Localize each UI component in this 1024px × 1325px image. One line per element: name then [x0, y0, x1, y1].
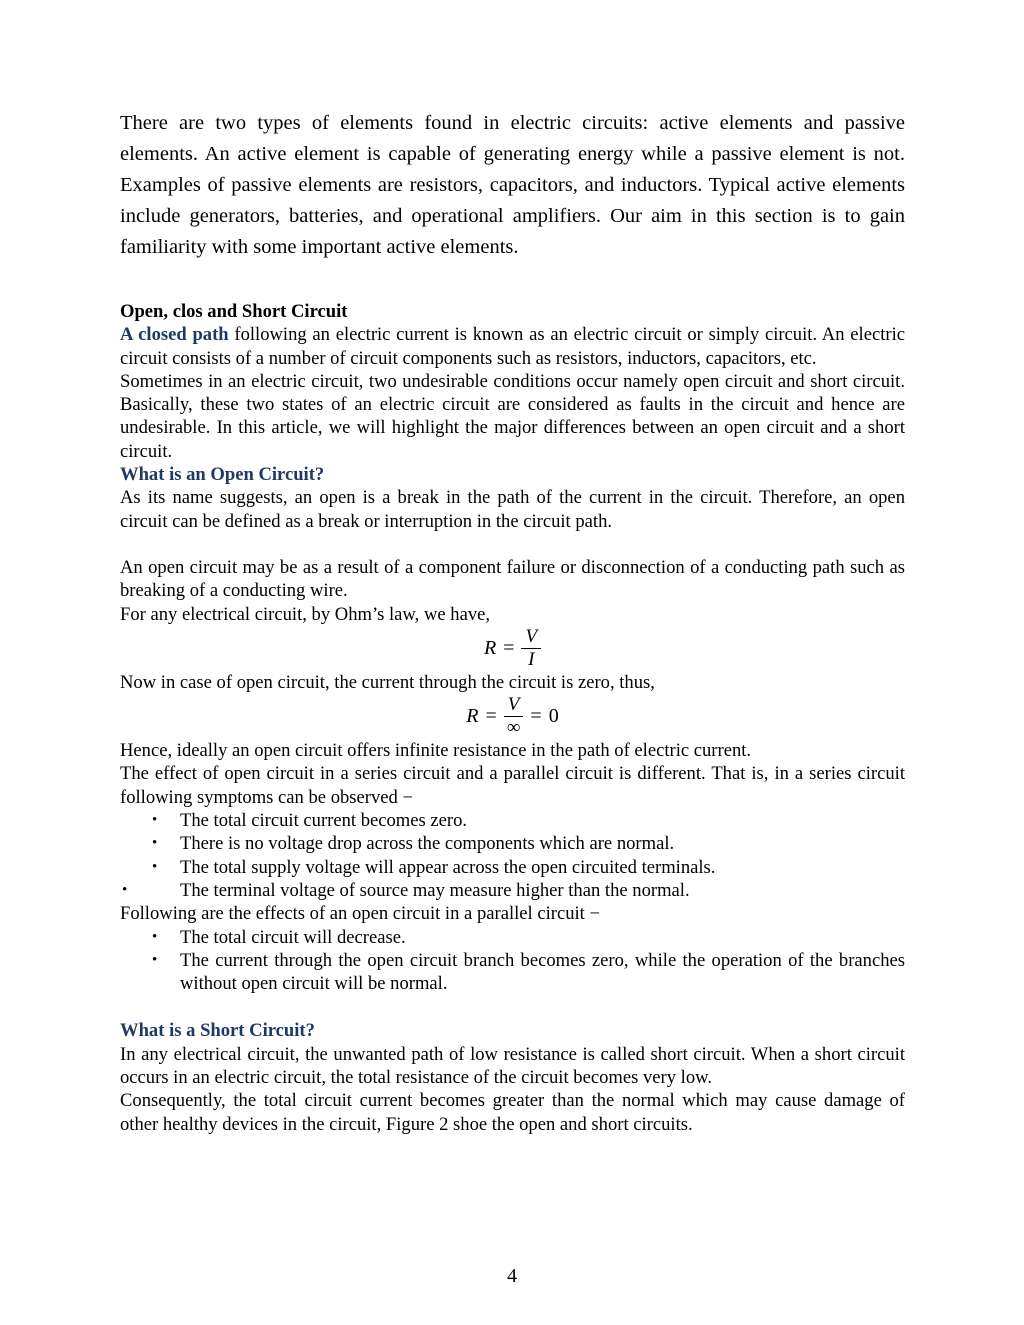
open-circuit-heading: What is an Open Circuit? — [120, 464, 325, 486]
formula2-result: 0 — [548, 705, 559, 727]
section-heading-open-clos-short: Open, clos and Short Circuit — [120, 301, 348, 322]
formula1-variable: R — [483, 636, 497, 659]
closed-path-text-run: following an electric current is known as an electric circuit or simply circuit. An electric circuit consists of a number of circuit components such as resistors, inductors, capacitors, etc. — [120, 324, 905, 369]
bullet-icon: • — [152, 812, 158, 829]
formula1-equals: = — [503, 636, 515, 659]
zero-current-line: Now in case of open circuit, the current through the circuit is zero, thus, — [120, 671, 655, 693]
bullet-icon: • — [152, 951, 158, 968]
formula2-variable: R — [466, 705, 479, 727]
parallel-bullet-1 — [120, 926, 905, 949]
formula2-equals: = — [485, 705, 497, 727]
formula2-fraction — [504, 695, 524, 738]
parallel-bullet-2 — [120, 949, 905, 996]
short-circuit-consequence-paragraph: Consequently, the total circuit current becomes greater than the normal which may cause damage of other healthy devices in the circuit, Figure 2 shoe the open and short circuits. — [120, 1090, 905, 1135]
series-bullet-3 — [120, 856, 905, 879]
closed-path-paragraph — [120, 323, 905, 370]
parallel-bullet-2-text: The current through the open circuit branch becomes zero, while the operation of the branches without open circuit will be normal. — [180, 949, 905, 995]
page-number: 4 — [507, 1265, 517, 1287]
closed-path-bold-run: A closed path — [120, 324, 229, 346]
formula1-numerator: V — [521, 627, 541, 649]
series-bullet-4 — [120, 879, 905, 902]
bullet-icon: • — [152, 928, 158, 945]
infinite-resistance-line: Hence, ideally an open circuit offers infinite resistance in the path of electric current. — [120, 740, 752, 762]
parallel-effects-intro-line: Following are the effects of an open circuit in a parallel circuit − — [120, 903, 600, 925]
formula-open-circuit-resistance — [120, 694, 905, 739]
formula2-denominator-infinity: ∞ — [506, 717, 521, 739]
series-bullet-2-text: There is no voltage drop across the components which are normal. — [180, 833, 675, 855]
series-bullet-3-text: The total supply voltage will appear across the open circuited terminals. — [180, 856, 716, 878]
series-bullet-1 — [120, 809, 905, 832]
series-bullet-4-text: The terminal voltage of source may measure higher than the normal. — [180, 879, 690, 901]
open-circuit-cause-paragraph: An open circuit may be as a result of a component failure or disconnection of a conducting path such as breaking of a conducting wire. — [120, 556, 905, 602]
short-circuit-definition-paragraph: In any electrical circuit, the unwanted path of low resistance is called short circuit. When a short circuit occurs in an electric circuit, the total resistance of the circuit becomes very low. — [120, 1043, 905, 1089]
series-bullet-2 — [120, 832, 905, 855]
bullet-icon: • — [152, 835, 158, 852]
intro-paragraph: There are two types of elements found in electric circuits: active elements and passive elements. An active element is capable of generating energy while a passive element is not. Examples of passive elements are resistors, capacitors, and inductors. Typical active elements include generators, batteries, and operational amplifiers. Our aim in this section is to gain familiarity with some important active elements. — [120, 112, 905, 258]
short-circuit-heading: What is a Short Circuit? — [120, 1020, 315, 1042]
formula2-numerator: V — [504, 695, 524, 717]
open-circuit-definition-paragraph: As its name suggests, an open is a break in the path of the current in the circuit. Therefore, an open circuit can be defined as a break or interruption in the circuit path. — [120, 487, 905, 532]
formula-ohms-law — [120, 626, 905, 671]
formula1-fraction — [521, 627, 541, 670]
formula1-denominator: I — [528, 648, 535, 670]
parallel-bullet-1-text: The total circuit will decrease. — [180, 926, 406, 948]
bullet-icon: • — [122, 881, 128, 898]
undesirable-conditions-paragraph: Sometimes in an electric circuit, two undesirable conditions occur namely open circuit and short circuit. Basically, these two states of an electric circuit are considered as faults in the circuit and hence are undesirable. In this article, we will highlight the major differences between an open circuit and a short circuit. — [120, 370, 905, 462]
document-body — [120, 300, 905, 1136]
series-parallel-effect-paragraph: The effect of open circuit in a series circuit and a parallel circuit is different. That is, in a series circuit following symptoms can be observed − — [120, 763, 905, 808]
series-bullet-1-text: The total circuit current becomes zero. — [180, 810, 468, 832]
formula2-equals-2: = — [530, 705, 542, 727]
ohms-law-intro-line: For any electrical circuit, by Ohm’s law, we have, — [120, 603, 491, 625]
bullet-icon: • — [152, 858, 158, 875]
